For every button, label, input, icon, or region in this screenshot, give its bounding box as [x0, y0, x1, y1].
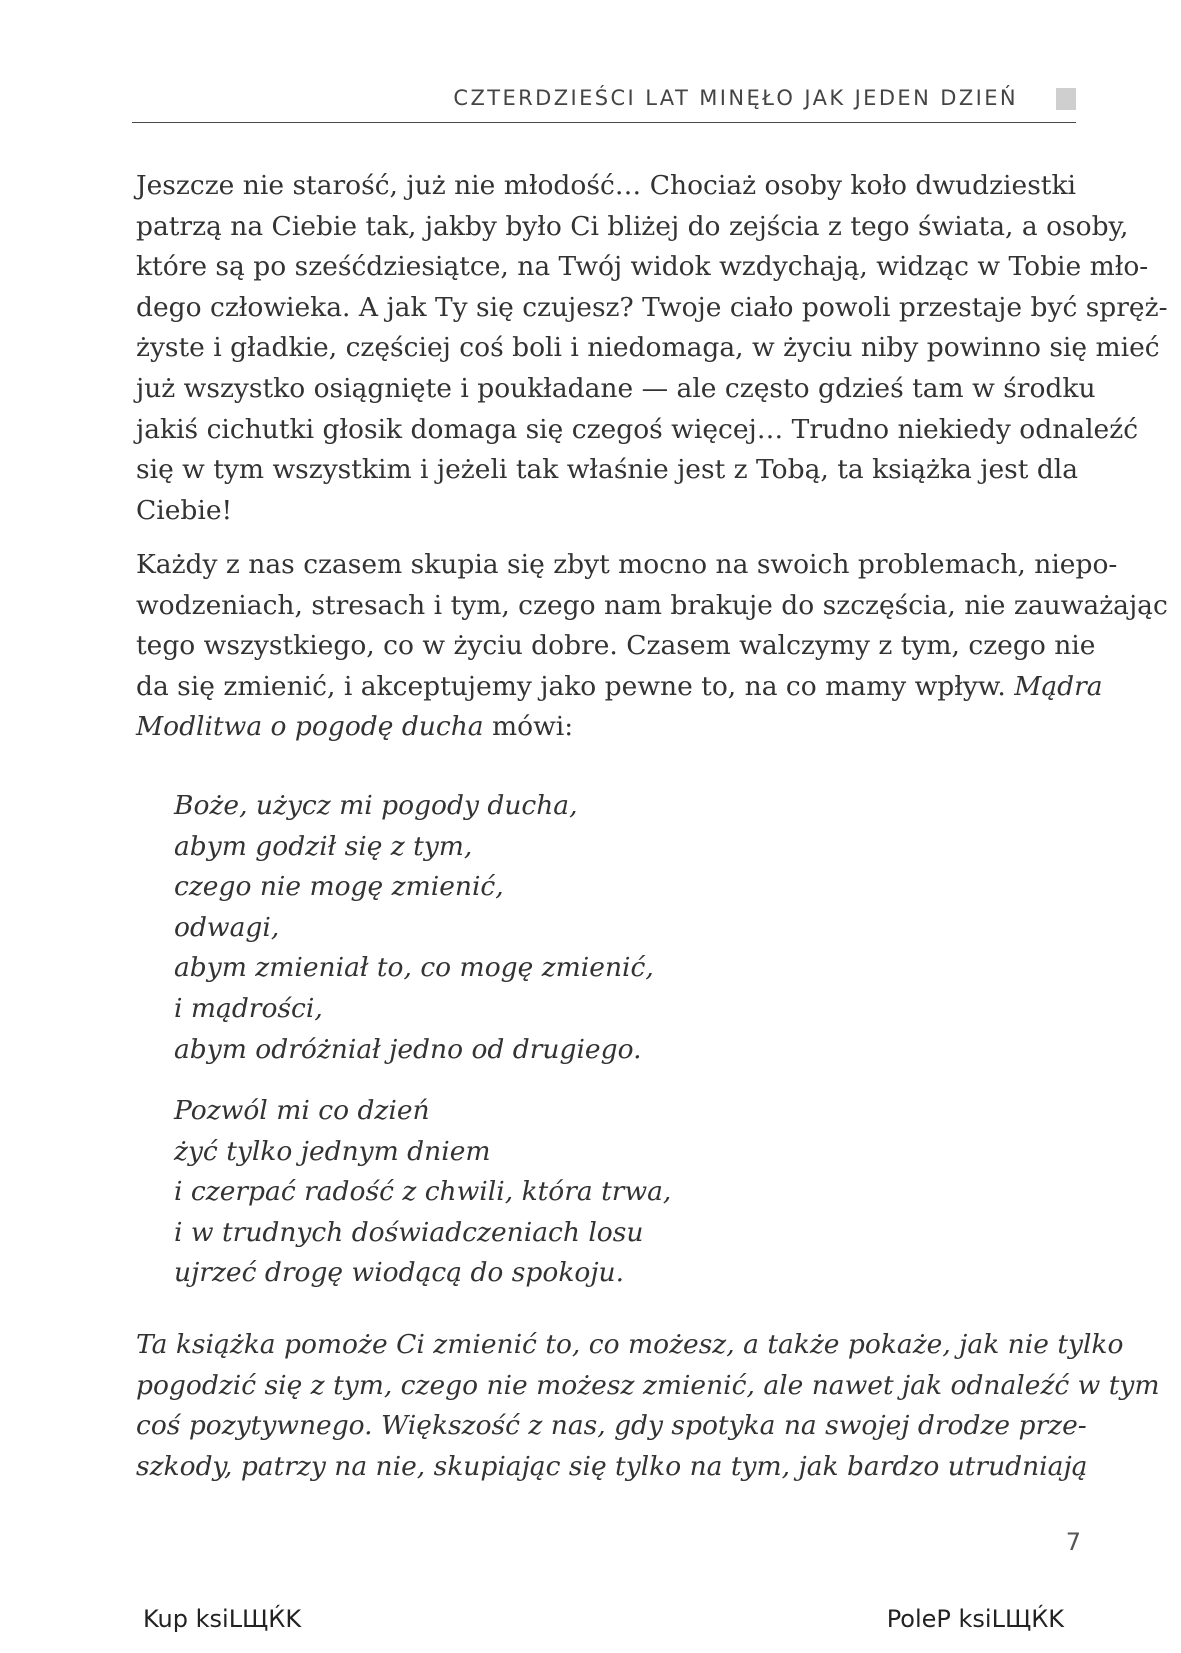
- poem-line: żyć tylko jednym dniem: [174, 1135, 491, 1167]
- poem-line: i mądrości,: [174, 992, 323, 1024]
- poem-line: ujrzeć drogę wiodącą do spokoju.: [174, 1257, 625, 1289]
- poem-line: czego nie mogę zmienić,: [174, 871, 504, 903]
- footer-buy-book-link[interactable]: Kup ksiLЩЌK: [143, 1605, 302, 1633]
- paragraph-line: pogodzić się z tym, czego nie możesz zmienić, ale nawet jak odnaleźć w tym: [136, 1369, 1160, 1401]
- paragraph-line: które są po sześćdziesiątce, na Twój widok wzdychają, widząc w Tobie mło-: [136, 251, 1149, 283]
- paragraph-line: wodzeniach, stresach i tym, czego nam brakuje do szczęścia, nie zauważając: [136, 589, 1168, 621]
- paragraph-line: [136, 707, 1076, 748]
- paragraph-line: się w tym wszystkim i jeżeli tak właśnie jest z Tobą, ta książka jest dla: [136, 454, 1079, 486]
- italic-title-part: Modlitwa o pogodę ducha: [136, 711, 484, 743]
- paragraph-line: Ta książka pomoże Ci zmienić to, co możesz, a także pokaże, jak nie tylko: [136, 1329, 1124, 1360]
- poem-line: odwagi,: [174, 911, 280, 943]
- paragraph-text: mówi:: [483, 711, 574, 743]
- paragraph-line: żyste i gładkie, częściej coś boli i niedomaga, w życiu niby powinno się mieć: [136, 332, 1160, 364]
- page-number: 7: [1065, 1528, 1081, 1556]
- poem-stanza-1: [174, 786, 654, 1070]
- poem-stanza-2: [174, 1091, 671, 1294]
- poem-line: abym godził się z tym,: [174, 830, 473, 862]
- paragraph-line: tego wszystkiego, co w życiu dobre. Czasem walczymy z tym, czego nie: [136, 630, 1096, 662]
- paragraph-line: szkody, patrzy na nie, skupiając się tylko na tym, jak bardzo utrudniają: [136, 1450, 1088, 1482]
- paragraph-line: jakiś cichutki głosik domaga się czegoś więcej… Trudno niekiedy odnaleźć: [136, 413, 1139, 445]
- paragraph-line: Ciebie!: [136, 494, 233, 526]
- paragraph-1: [136, 166, 1168, 531]
- header-marker: [1056, 88, 1076, 110]
- poem-line: abym odróżniał jedno od drugiego.: [174, 1033, 642, 1065]
- running-head-title: CZTERDZIEŚCI LAT MINĘŁO JAK JEDEN DZIEŃ: [453, 86, 1018, 110]
- poem-line: i w trudnych doświadczeniach losu: [174, 1216, 644, 1248]
- paragraph-line: coś pozytywnego. Większość z nas, gdy spotyka na swojej drodze prze-: [136, 1410, 1087, 1442]
- italic-title-part: Mądra: [1014, 670, 1103, 702]
- paragraph-line: już wszystko osiągnięte i poukładane — ale często gdzieś tam w środku: [136, 372, 1096, 404]
- running-head: [132, 82, 1076, 123]
- poem-line: Boże, użycz mi pogody ducha,: [174, 790, 578, 821]
- paragraph-4: [136, 1325, 1160, 1487]
- paragraph-2: [136, 545, 1168, 748]
- poem-line: i czerpać radość z chwili, która trwa,: [174, 1176, 672, 1208]
- paragraph-line: patrzą na Ciebie tak, jakby było Ci bliżej do zejścia z tego świata, a osoby,: [136, 210, 1129, 242]
- paragraph-line: dego człowieka. A jak Ty się czujesz? Twoje ciało powoli przestaje być spręż-: [136, 291, 1168, 323]
- poem-line: Pozwól mi co dzień: [174, 1095, 430, 1126]
- poem-line: abym zmieniał to, co mogę zmienić,: [174, 952, 654, 984]
- paragraph-line: Każdy z nas czasem skupia się zbyt mocno na swoich problemach, niepo-: [136, 549, 1118, 580]
- paragraph-line: Jeszcze nie starość, już nie młodość… Chociaż osoby koło dwudziestki: [136, 170, 1076, 201]
- footer-recommend-book-link[interactable]: PoleP ksiLЩЌK: [886, 1605, 1064, 1633]
- paragraph-text: da się zmienić, i akceptujemy jako pewne to, na co mamy wpływ.: [136, 670, 1006, 702]
- paragraph-line: [136, 667, 1103, 708]
